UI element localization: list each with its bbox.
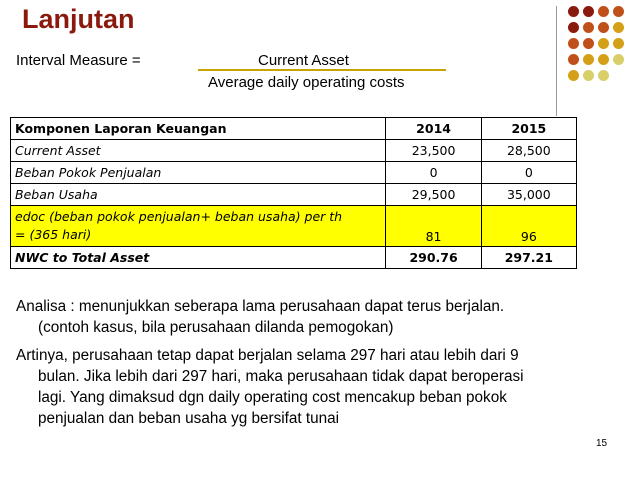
divider-line	[556, 6, 557, 116]
row-label: Beban Pokok Penjualan	[11, 162, 386, 184]
decorative-dot-grid	[566, 6, 636, 94]
dot	[583, 54, 594, 65]
row-value-2014: 0	[386, 162, 481, 184]
artinya-line-2: bulan. Jika lebih dari 297 hari, maka perusahaan tidak dapat beroperasi	[38, 368, 524, 385]
dot	[598, 6, 609, 17]
dot	[568, 38, 579, 49]
dot	[583, 70, 594, 81]
row-value-2015: 35,000	[481, 184, 576, 206]
table-row	[11, 140, 577, 162]
row-label: Current Asset	[11, 140, 386, 162]
table-header-2015: 2015	[481, 118, 576, 140]
artinya-line-3: lagi. Yang dimaksud dgn daily operating cost mencakup beban pokok	[38, 389, 507, 406]
row-value-2015: 0	[481, 162, 576, 184]
row-value-2015: 96	[481, 206, 576, 247]
row-label: Beban Usaha	[11, 184, 386, 206]
table-row-total	[11, 247, 577, 269]
analisa-paragraph	[16, 296, 504, 338]
row-label	[11, 206, 386, 247]
artinya-line-1: Artinya, perusahaan tetap dapat berjalan selama 297 hari atau lebih dari 9	[16, 347, 519, 364]
dot	[583, 6, 594, 17]
row-label: NWC to Total Asset	[11, 247, 386, 269]
table-row-highlighted	[11, 206, 577, 247]
formula-numerator: Current Asset	[258, 52, 349, 69]
analisa-line-2: (contoh kasus, bila perusahaan dilanda pemogokan)	[38, 319, 394, 336]
financial-table	[10, 117, 577, 269]
table-header-2014: 2014	[386, 118, 481, 140]
analisa-line-1: Analisa : menunjukkan seberapa lama perusahaan dapat terus berjalan.	[16, 298, 505, 315]
dot	[583, 38, 594, 49]
row-label-line2: = (365 hari)	[15, 227, 92, 242]
row-value-2015: 28,500	[481, 140, 576, 162]
table-header-row	[11, 118, 577, 140]
dot	[568, 22, 579, 33]
row-value-2015: 297.21	[481, 247, 576, 269]
dot	[598, 54, 609, 65]
dot	[568, 54, 579, 65]
formula-denominator: Average daily operating costs	[208, 74, 405, 91]
artinya-line-4: penjualan dan beban usaha yg bersifat tunai	[38, 410, 340, 427]
page-number: 15	[596, 438, 608, 449]
dot	[613, 6, 624, 17]
artinya-paragraph	[16, 345, 524, 429]
dot	[568, 6, 579, 17]
table-header-label: Komponen Laporan Keuangan	[11, 118, 386, 140]
dot	[583, 22, 594, 33]
row-label-line1: edoc (beban pokok penjualan+ beban usaha) per th	[15, 209, 343, 224]
dot	[613, 38, 624, 49]
fraction-line	[198, 69, 446, 71]
formula-label: Interval Measure =	[16, 52, 141, 69]
slide-title: Lanjutan	[22, 4, 135, 34]
dot	[613, 54, 624, 65]
dot	[568, 70, 579, 81]
table-row	[11, 184, 577, 206]
dot	[598, 22, 609, 33]
dot	[613, 22, 624, 33]
dot	[598, 38, 609, 49]
table-row	[11, 162, 577, 184]
row-value-2014: 81	[386, 206, 481, 247]
row-value-2014: 290.76	[386, 247, 481, 269]
row-value-2014: 29,500	[386, 184, 481, 206]
row-value-2014: 23,500	[386, 140, 481, 162]
dot	[598, 70, 609, 81]
